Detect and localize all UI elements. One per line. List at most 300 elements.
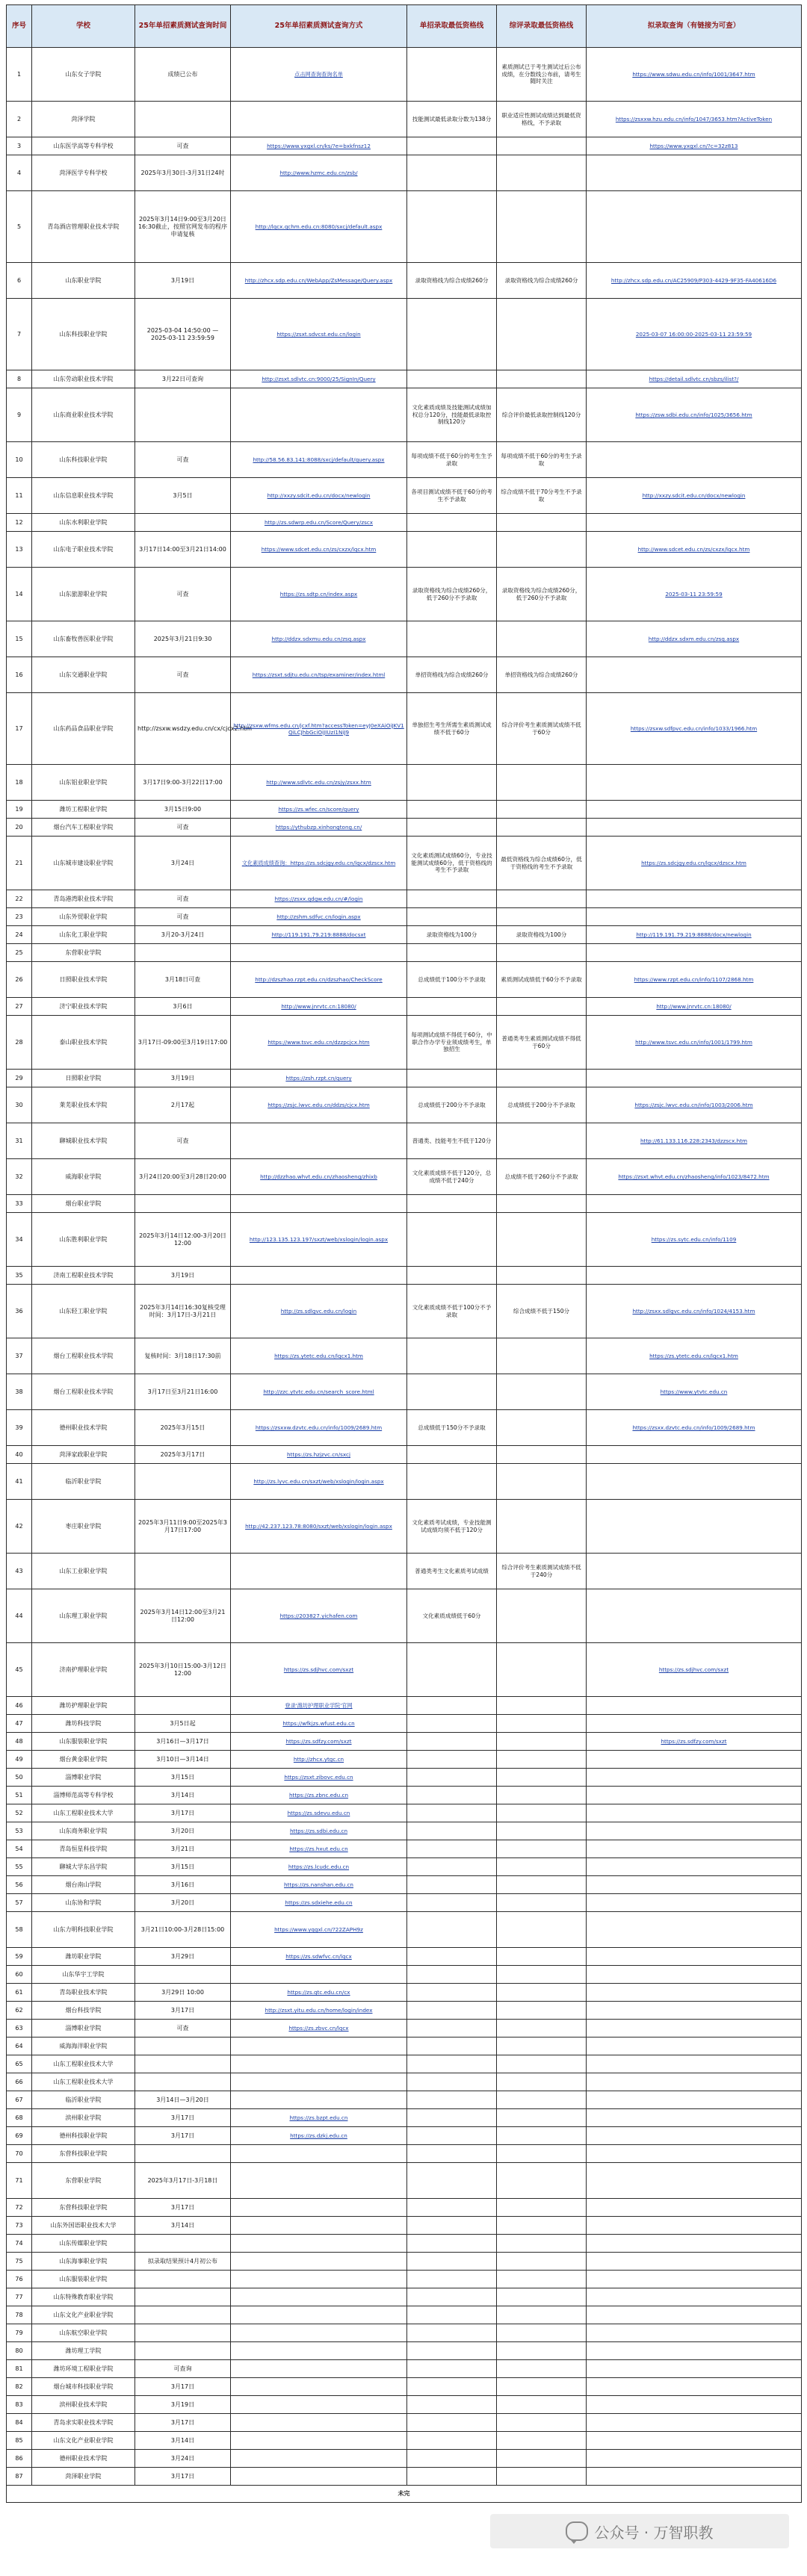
query-time: 可查 [135,2020,231,2037]
query-time: 2025年3月21日9:30 [135,621,231,657]
query-link[interactable]: https://zs.sdtp.cn/index.aspx [231,568,407,621]
row-number: 26 [7,962,32,998]
row-number: 19 [7,801,32,819]
query-link[interactable]: https://zsxt.sdjtu.edu.cn/tsp/examiner/index.html [231,657,407,693]
query-link[interactable]: https://zs.ytetc.edu.cn/lqcx1.htm [231,1338,407,1374]
admission-link[interactable]: http://xxzy.sdcit.edu.cn/docx/newlogin [587,478,802,514]
query-link[interactable]: http://lqcx.qchm.edu.cn:8080/sxcj/default.aspx [231,191,407,263]
single-cutoff [407,2432,497,2450]
query-link [231,2235,407,2253]
combo-cutoff [497,2271,587,2288]
table-row [7,962,802,998]
single-cutoff [407,1195,497,1213]
admission-link[interactable]: https://zsxxw.hzu.edu.cn/info/1047/3653.htm?ActiveToken [587,102,802,137]
table-row [7,1822,802,1840]
query-link[interactable]: 文化素质成绩查询：https://zs.sdcjgy.edu.cn/lqcx/dzscx.htm [231,837,407,890]
admission-link [587,2432,802,2450]
row-number: 48 [7,1733,32,1751]
admission-link[interactable]: https://detail.sdlvtc.cn/sbzs/ilist?/ [587,370,802,388]
single-cutoff [407,137,497,155]
admission-link [587,1912,802,1948]
row-number: 44 [7,1589,32,1643]
query-link [231,2432,407,2450]
combo-cutoff [497,191,587,263]
query-time: 3月15日 [135,1769,231,1787]
query-link[interactable]: https://zs.sdevu.edu.cn [231,1804,407,1822]
school-name: 山东电子职业技术学院 [32,532,135,568]
combo-cutoff: 单招资格线为综合成绩260分 [497,657,587,693]
admission-link[interactable]: 2025-03-07 16:00:00-2025-03-11 23:59:59 [587,299,802,370]
school-name: 山东科技职业学院 [32,442,135,478]
query-link[interactable]: http://zsxw.wfms.edu.cn/jcxf.htm?accessToken=eyJ0eXAiOiJKV1QiLCJhbGciOiJIUzI1NiJ9 [231,693,407,765]
single-cutoff [407,48,497,102]
single-cutoff [407,514,497,532]
query-time: 3月17日 [135,2109,231,2127]
single-cutoff [407,1213,497,1267]
combo-cutoff [497,1446,587,1464]
end-row [7,2486,802,2503]
combo-cutoff [497,2450,587,2468]
query-time: 3月17日9:00-3月22日17:00 [135,765,231,801]
table-row [7,2253,802,2271]
admission-link [587,2145,802,2163]
combo-cutoff [497,819,587,837]
row-number: 54 [7,1840,32,1858]
query-link[interactable]: https://ythubzp.xinhongtong.cn/ [231,819,407,837]
combo-cutoff [497,801,587,819]
school-name: 青岛职业技术学院 [32,1984,135,2002]
query-link [231,944,407,962]
query-time [135,944,231,962]
single-cutoff [407,1858,497,1876]
row-number: 28 [7,1016,32,1070]
query-link[interactable]: http://zs.sdwrp.edu.cn/Score/Query/zscx [231,514,407,532]
single-cutoff [407,2199,497,2217]
school-name: 山东畜牧兽医职业学院 [32,621,135,657]
query-link[interactable]: 登录'潍坊护理职业学院'官网 [231,1697,407,1715]
admission-link[interactable]: https://www.sdwu.edu.cn/info/1001/3647.htm [587,48,802,102]
query-time: 3月17日 [135,2378,231,2396]
single-cutoff: 总成绩低于200分不予录取 [407,1087,497,1123]
admission-link[interactable]: http://ddzx.sdxm.edu.cn/zsq.aspx [587,621,802,657]
single-cutoff [407,2396,497,2414]
single-cutoff [407,2127,497,2145]
row-number: 61 [7,1984,32,2002]
table-row [7,1285,802,1338]
query-link[interactable]: https://zsxt.zibovc.edu.cn [231,1769,407,1787]
query-link[interactable]: http://www.hzmc.edu.cn/zsb/ [231,155,407,191]
query-link[interactable]: https://zs.sdwfvc.cn/lqcx [231,1948,407,1966]
query-link[interactable]: http://www.sdlvtc.edu.cn/zsjy/zsxx.htm [231,765,407,801]
row-number: 49 [7,1751,32,1769]
query-time [135,1697,231,1715]
combo-cutoff [497,1948,587,1966]
admission-link [587,1858,802,1876]
combo-cutoff: 综合成绩不低于70分考生不予录取 [497,478,587,514]
school-name: 山东力明科技职业学院 [32,1912,135,1948]
query-link [231,2396,407,2414]
combo-cutoff [497,2020,587,2037]
query-link [231,1554,407,1589]
school-name: 枣庄职业学院 [32,1500,135,1554]
row-number: 74 [7,2235,32,2253]
query-time: 2025年3月14日9:00至3月20日16:30截止，按照官网发布的程序申请复核 [135,191,231,263]
query-link [231,2288,407,2306]
row-number: 70 [7,2145,32,2163]
row-number: 85 [7,2432,32,2450]
query-link [231,2378,407,2396]
admission-link[interactable]: http://www.tsvc.edu.cn/info/1001/1799.htm [587,1016,802,1070]
single-cutoff [407,890,497,908]
table-row [7,299,802,370]
combo-cutoff [497,2199,587,2217]
single-cutoff: 总成绩低于150分不予录取 [407,1410,497,1446]
header-mark: 拟录取查询（有链接为可查） [587,5,802,48]
query-time [135,2037,231,2055]
admission-link [587,1500,802,1554]
query-time: 3月17日-09:00至3月19日17:00 [135,1016,231,1070]
query-link[interactable]: 点击网查询查询名单 [231,48,407,102]
query-time: 3月29日 [135,1948,231,1966]
table-row [7,1948,802,1966]
combo-cutoff [497,2163,587,2199]
combo-cutoff: 综合成绩不低于150分 [497,1285,587,1338]
combo-cutoff [497,532,587,568]
admission-link[interactable]: https://zsxt.whvt.edu.cn/zhaosheng/info/1023/8472.htm [587,1159,802,1195]
query-link [231,102,407,137]
combo-cutoff [497,2145,587,2163]
admission-link [587,191,802,263]
admission-link[interactable]: http://zsxx.sdlgvc.edu.cn/info/1024/4153.htm [587,1285,802,1338]
query-link[interactable]: http://zs.lyvc.edu.cn/sxzt/web/xslogin/login.aspx [231,1464,407,1500]
query-link[interactable]: https://zsxxw.dzvtc.edu.cn/info/1009/2689.htm [231,1410,407,1446]
row-number: 55 [7,1858,32,1876]
combo-cutoff [497,2288,587,2306]
query-link[interactable]: http://ddzx.sdxmu.edu.cn/zsq.aspx [231,621,407,657]
query-link[interactable]: https://zs.sdxiehe.edu.cn [231,1894,407,1912]
school-name: 山东科技职业学院 [32,299,135,370]
single-cutoff [407,2109,497,2127]
admission-link [587,1554,802,1589]
single-cutoff: 文化素质测试成绩60分，专业技能测试成绩60分，低于资格线的考生不予录取 [407,837,497,890]
row-number: 30 [7,1087,32,1123]
row-number: 39 [7,1410,32,1446]
query-link[interactable]: http://xxzy.sdcit.edu.cn/docx/newlogin [231,478,407,514]
admission-link [587,1070,802,1087]
query-link[interactable]: http://zs.sdlgvc.edu.cn/login [231,1285,407,1338]
query-link[interactable]: https://zs.lcudc.edu.cn [231,1858,407,1876]
single-cutoff [407,191,497,263]
query-time: 3月20-3月24日 [135,926,231,944]
single-cutoff [407,2414,497,2432]
single-cutoff: 总成绩低于100分不予录取 [407,962,497,998]
single-cutoff [407,1697,497,1715]
school-name: 山东工程职业技术大学 [32,1804,135,1822]
single-cutoff: 各项目测试成绩不低于60分的考生不予录取 [407,478,497,514]
query-link[interactable]: https://zsxt.sdvcst.edu.cn/login [231,299,407,370]
school-name: 山东药品食品职业学院 [32,693,135,765]
school-name: 淄博职业学院 [32,1769,135,1787]
row-number: 84 [7,2414,32,2432]
admission-link[interactable]: https://www.rzpt.edu.cn/info/1107/2868.htm [587,962,802,998]
query-link[interactable]: https://zs.sdbi.edu.cn [231,1822,407,1840]
query-link [231,1123,407,1159]
combo-cutoff [497,621,587,657]
admission-link [587,765,802,801]
query-time: 成绩已公布 [135,48,231,102]
school-name: 潍坊环境工程职业学院 [32,2360,135,2378]
single-cutoff [407,2163,497,2199]
query-link[interactable]: https://zs.qtc.edu.cn/cx [231,1984,407,2002]
query-time: 3月10日—3月14日 [135,1751,231,1769]
query-time: 拟录取结果预计4月初公布 [135,2253,231,2271]
school-name: 威海海洋职业学院 [32,2037,135,2055]
admission-link [587,2324,802,2342]
query-link[interactable]: https://zs.sdfzy.com/sxzt [231,1733,407,1751]
table-row [7,2235,802,2253]
admission-link [587,2414,802,2432]
admission-link[interactable]: https://zs.sdcjgy.edu.cn/lqcx/dzscx.htm [587,837,802,890]
row-number: 42 [7,1500,32,1554]
table-row [7,1589,802,1643]
query-link[interactable]: https://zs.zbvc.cn/lqcx [231,2020,407,2037]
admission-link [587,657,802,693]
admission-link[interactable]: http://61.133.116.228:2343/dzzscx.htm [587,1123,802,1159]
admission-link[interactable]: https://zs.sdjhvc.com/sxzt [587,1643,802,1697]
table-row [7,1070,802,1087]
admission-link[interactable]: 2025-03-11 23:59:59 [587,568,802,621]
query-link [231,1966,407,1984]
row-number: 59 [7,1948,32,1966]
query-time: 3月18日可查 [135,962,231,998]
query-link [231,2199,407,2217]
header-time: 25年单招素质测试查询时间 [135,5,231,48]
row-number: 51 [7,1787,32,1804]
query-link [231,2306,407,2324]
school-name: 山东女子学院 [32,48,135,102]
row-number: 3 [7,137,32,155]
query-link[interactable]: https://wfkjzs.wfust.edu.cn [231,1715,407,1733]
query-link [231,388,407,442]
query-time: 3月29日 10:00 [135,1984,231,2002]
admission-link [587,1715,802,1733]
query-link[interactable]: https://www.tsvc.edu.cn/dzzpcjcx.htm [231,1016,407,1070]
row-number: 23 [7,908,32,926]
query-link[interactable]: http://42.237.123.78:8080/sxzt/web/xslogin/login.aspx [231,1500,407,1554]
admission-link[interactable]: https://www.yxgxl.cn/?c=32z813 [587,137,802,155]
school-name: 菏泽学院 [32,102,135,137]
table-row [7,2163,802,2199]
query-link[interactable]: https://www.sdcet.edu.cn/zs/cxzx/lqcx.htm [231,532,407,568]
combo-cutoff [497,1787,587,1804]
table-row [7,1733,802,1751]
school-name: 山东服装职业学院 [32,2271,135,2288]
table-row [7,801,802,819]
query-time: 可查 [135,568,231,621]
school-name: 烟台黄金职业学院 [32,1751,135,1769]
query-link[interactable]: https://zs.hxut.edu.cn [231,1840,407,1858]
admission-link [587,2109,802,2127]
single-cutoff [407,2450,497,2468]
single-cutoff [407,2091,497,2109]
row-number: 63 [7,2020,32,2037]
admission-link[interactable]: http://www.jnrvtc.cn:18080/ [587,998,802,1016]
query-link[interactable]: http://zhcx.ytgc.cn [231,1751,407,1769]
row-number: 6 [7,263,32,299]
table-row [7,1715,802,1733]
query-link[interactable]: http://zsxt.yitu.edu.cn/home/login/index [231,2002,407,2020]
row-number: 80 [7,2342,32,2360]
query-time [135,1195,231,1213]
query-link[interactable]: http://dzszhao.rzpt.edu.cn/dzszhao/CheckScore [231,962,407,998]
table-row [7,442,802,478]
query-link [231,2324,407,2342]
table-row [7,2432,802,2450]
single-cutoff [407,2306,497,2324]
table-row [7,2199,802,2217]
single-cutoff [407,2235,497,2253]
row-number: 81 [7,2360,32,2378]
admission-link[interactable]: http://119.191.79.219:8888/docx/newlogin [587,926,802,944]
query-time: 3月5日 [135,478,231,514]
query-time: 3月21日10:00-3月28日15:00 [135,1912,231,1948]
admission-link [587,2073,802,2091]
query-link[interactable]: https://zs.sdjhvc.com/sxzt [231,1643,407,1697]
row-number: 2 [7,102,32,137]
query-link[interactable]: https://203827.yichafen.com [231,1589,407,1643]
admission-link [587,890,802,908]
table-row [7,819,802,837]
single-cutoff [407,1751,497,1769]
admission-link [587,2163,802,2199]
school-name: 淄博职业学院 [32,2020,135,2037]
query-time: 3月24日 [135,837,231,890]
query-link [231,2217,407,2235]
admission-link [587,2199,802,2217]
combo-cutoff [497,299,587,370]
query-link[interactable]: https://zs.dzkj.edu.cn [231,2127,407,2145]
admission-link[interactable]: http://www.sdcet.edu.cn/zs/cxzx/lqcx.htm [587,532,802,568]
query-time: 3月14日 [135,1787,231,1804]
admission-link[interactable]: https://zs.sytc.edu.cn/info/1109 [587,1213,802,1267]
row-number: 27 [7,998,32,1016]
combo-cutoff: 总成绩不低于260分不予录取 [497,1159,587,1195]
table-row [7,1267,802,1285]
school-name: 烟台汽车工程职业学院 [32,819,135,837]
query-link[interactable]: https://zs.wfec.cn/score/query [231,801,407,819]
admission-link[interactable]: https://zsxx.dzvtc.edu.cn/info/1009/2689.htm [587,1410,802,1446]
admission-link[interactable]: https://zs.ytetc.edu.cn/lqcx1.htm [587,1338,802,1374]
query-link[interactable]: https://zsh.rzpt.cn/query [231,1070,407,1087]
table-row [7,48,802,102]
query-link[interactable]: https://www.yqgxl.cn/?22ZAPH9z [231,1912,407,1948]
row-number: 60 [7,1966,32,1984]
query-link[interactable]: https://zs.bzpt.edu.cn [231,2109,407,2127]
admission-link [587,2342,802,2360]
admission-link[interactable]: https://zs.sdfzy.com/sxzt [587,1733,802,1751]
admission-link[interactable]: http://zhcx.sdp.edu.cn/AC25909/P303-4429-9F35-FA40616D6 [587,263,802,299]
row-number: 20 [7,819,32,837]
admission-link [587,2271,802,2288]
query-link[interactable]: http://zshm.sdfvc.cn/login.aspx [231,908,407,926]
query-time [135,2288,231,2306]
admission-link [587,1840,802,1858]
admission-table [6,4,802,2503]
school-name: 德州科技职业学院 [32,2127,135,2145]
query-link[interactable]: http://58.56.83.141:8088/sxcj/default/query.aspx [231,442,407,478]
row-number: 38 [7,1374,32,1410]
admission-link[interactable]: https://zsw.sdbi.edu.cn/info/1025/3656.htm [587,388,802,442]
query-time: 3月19日 [135,1267,231,1285]
watermark [490,2514,789,2548]
school-name: 山东文化产业职业学院 [32,2306,135,2324]
row-number: 71 [7,2163,32,2199]
query-link[interactable]: https://www.yxgxl.cn/ks/?e=bxkfnsz12 [231,137,407,155]
query-link[interactable]: https://zsjc.lwvc.edu.cn/ddzs/cjcx.htm [231,1087,407,1123]
query-time: 2025年3月14日12:00至3月21日12:00 [135,1589,231,1643]
admission-link [587,1787,802,1804]
row-number: 72 [7,2199,32,2217]
school-name: 聊城大学东昌学院 [32,1858,135,1876]
combo-cutoff [497,2217,587,2235]
row-number: 73 [7,2217,32,2235]
query-link[interactable]: https://zsxx.qdgw.edu.cn/#/login [231,890,407,908]
query-link[interactable]: https://zs.nanshan.edu.cn [231,1876,407,1894]
query-link[interactable]: http://dzzhao.whvt.edu.cn/zhaosheng/zhixb [231,1159,407,1195]
query-link[interactable]: http://119.191.79.219:8888/docsxt [231,926,407,944]
query-time: 3月14日 [135,2432,231,2450]
table-row [7,1213,802,1267]
query-link[interactable]: http://zzc.ytvtc.edu.cn/search_score.html [231,1374,407,1410]
query-link [231,2055,407,2073]
school-name: 菏泽家政职业学院 [32,1446,135,1464]
query-link[interactable]: http://zhcx.sdp.edu.cn/WebApp/ZsMessage/Query.aspx [231,263,407,299]
combo-cutoff [497,2109,587,2127]
query-link[interactable]: https://zs.hzjzvc.cn/sxcj [231,1446,407,1464]
query-time [135,388,231,442]
query-link[interactable]: http://zsxt.sdlvtc.cn:9000/25/SignIn/Query [231,370,407,388]
table-row [7,102,802,137]
admission-link[interactable]: https://zsxw.sdfpvc.edu.cn/info/1033/1966.htm [587,693,802,765]
query-time: 可查 [135,908,231,926]
table-row [7,890,802,908]
school-name: 潍坊科技学院 [32,1715,135,1733]
query-time: 可查 [135,442,231,478]
single-cutoff [407,155,497,191]
school-name: 山东协和学院 [32,1894,135,1912]
admission-link[interactable]: https://zsjc.lwvc.edu.cn/info/1003/2006.htm [587,1087,802,1123]
school-name: 泰山职业技术学院 [32,1016,135,1070]
query-link[interactable]: https://zs.zbnc.edu.cn [231,1787,407,1804]
combo-cutoff [497,2306,587,2324]
query-link[interactable]: http://www.jnrvtc.cn:18080/ [231,998,407,1016]
admission-link [587,2288,802,2306]
admission-link [587,2020,802,2037]
admission-link [587,2450,802,2468]
single-cutoff [407,1984,497,2002]
table-row [7,2109,802,2127]
admission-link[interactable]: https://www.ytvtc.edu.cn [587,1374,802,1410]
single-cutoff: 技能测试最低录取分数为138分 [407,102,497,137]
combo-cutoff [497,2396,587,2414]
query-link[interactable]: http://123.135.123.197/sxzt/web/xslogin/login.aspx [231,1213,407,1267]
query-time: 2025年3月17日 [135,1446,231,1464]
table-row [7,2288,802,2306]
combo-cutoff [497,1410,587,1446]
row-number: 31 [7,1123,32,1159]
school-name: 淄博师范高等专科学校 [32,1787,135,1804]
combo-cutoff [497,2002,587,2020]
